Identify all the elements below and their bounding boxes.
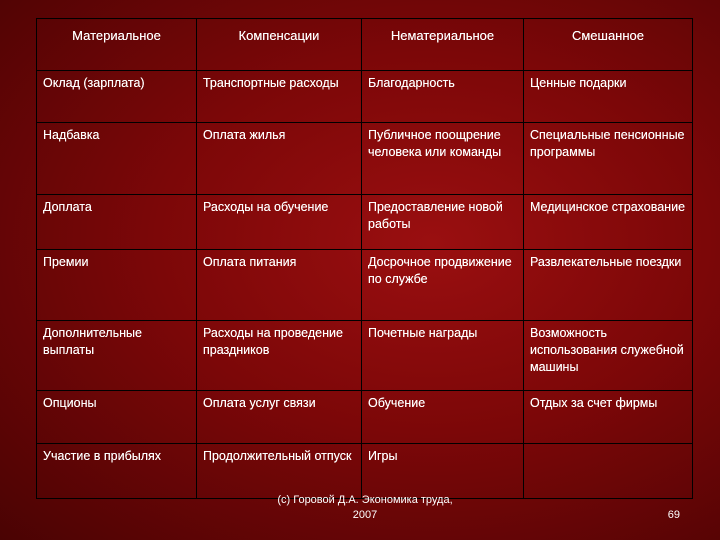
page-number: 69 — [667, 509, 680, 521]
footer-credit-line2: 2007 — [352, 509, 378, 521]
table-header-row — [37, 19, 693, 71]
table-row — [37, 195, 693, 250]
table-row — [37, 391, 693, 444]
table-cell: Расходы на обучение — [197, 195, 362, 250]
header-mixed: Смешанное — [524, 19, 693, 71]
table-row — [37, 71, 693, 123]
table-cell: Обучение — [362, 391, 524, 444]
table-cell: Опционы — [37, 391, 197, 444]
table-row — [37, 123, 693, 195]
header-nonmaterial: Нематериальное — [362, 19, 524, 71]
table-cell: Надбавка — [37, 123, 197, 195]
table-cell: Премии — [37, 250, 197, 321]
table-cell: Ценные подарки — [524, 71, 693, 123]
table-cell: Публичное поощрение человека или команды — [362, 123, 524, 195]
table-cell: Игры — [362, 444, 524, 499]
table-row — [37, 444, 693, 499]
table-cell: Оплата питания — [197, 250, 362, 321]
table-cell: Отдых за счет фирмы — [524, 391, 693, 444]
table-cell: Транспортные расходы — [197, 71, 362, 123]
table-cell: Почетные награды — [362, 321, 524, 391]
header-compensation: Компенсации — [197, 19, 362, 71]
table-cell: Участие в прибылях — [37, 444, 197, 499]
table-cell: Благодарность — [362, 71, 524, 123]
table-row — [37, 321, 693, 391]
table-cell: Предоставление новой работы — [362, 195, 524, 250]
table-row — [37, 250, 693, 321]
table-cell: Продолжительный отпуск — [197, 444, 362, 499]
footer-credit-line1: (с) Горовой Д.А. Экономика труда, — [277, 494, 453, 506]
incentives-table — [36, 18, 693, 499]
header-material: Материальное — [37, 19, 197, 71]
table-cell: Досрочное продвижение по службе — [362, 250, 524, 321]
table-cell: Расходы на проведение праздников — [197, 321, 362, 391]
table-cell: Оплата жилья — [197, 123, 362, 195]
table-cell: Развлекательные поездки — [524, 250, 693, 321]
footer-credit — [240, 493, 490, 523]
table-cell: Дополнительные выплаты — [37, 321, 197, 391]
table-cell: Специальные пенсионные программы — [524, 123, 693, 195]
table-cell: Оплата услуг связи — [197, 391, 362, 444]
table-cell: Медицинское страхование — [524, 195, 693, 250]
table-cell — [524, 444, 693, 499]
table-cell: Доплата — [37, 195, 197, 250]
table-cell: Возможность использования служебной машины — [524, 321, 693, 391]
table-cell: Оклад (зарплата) — [37, 71, 197, 123]
